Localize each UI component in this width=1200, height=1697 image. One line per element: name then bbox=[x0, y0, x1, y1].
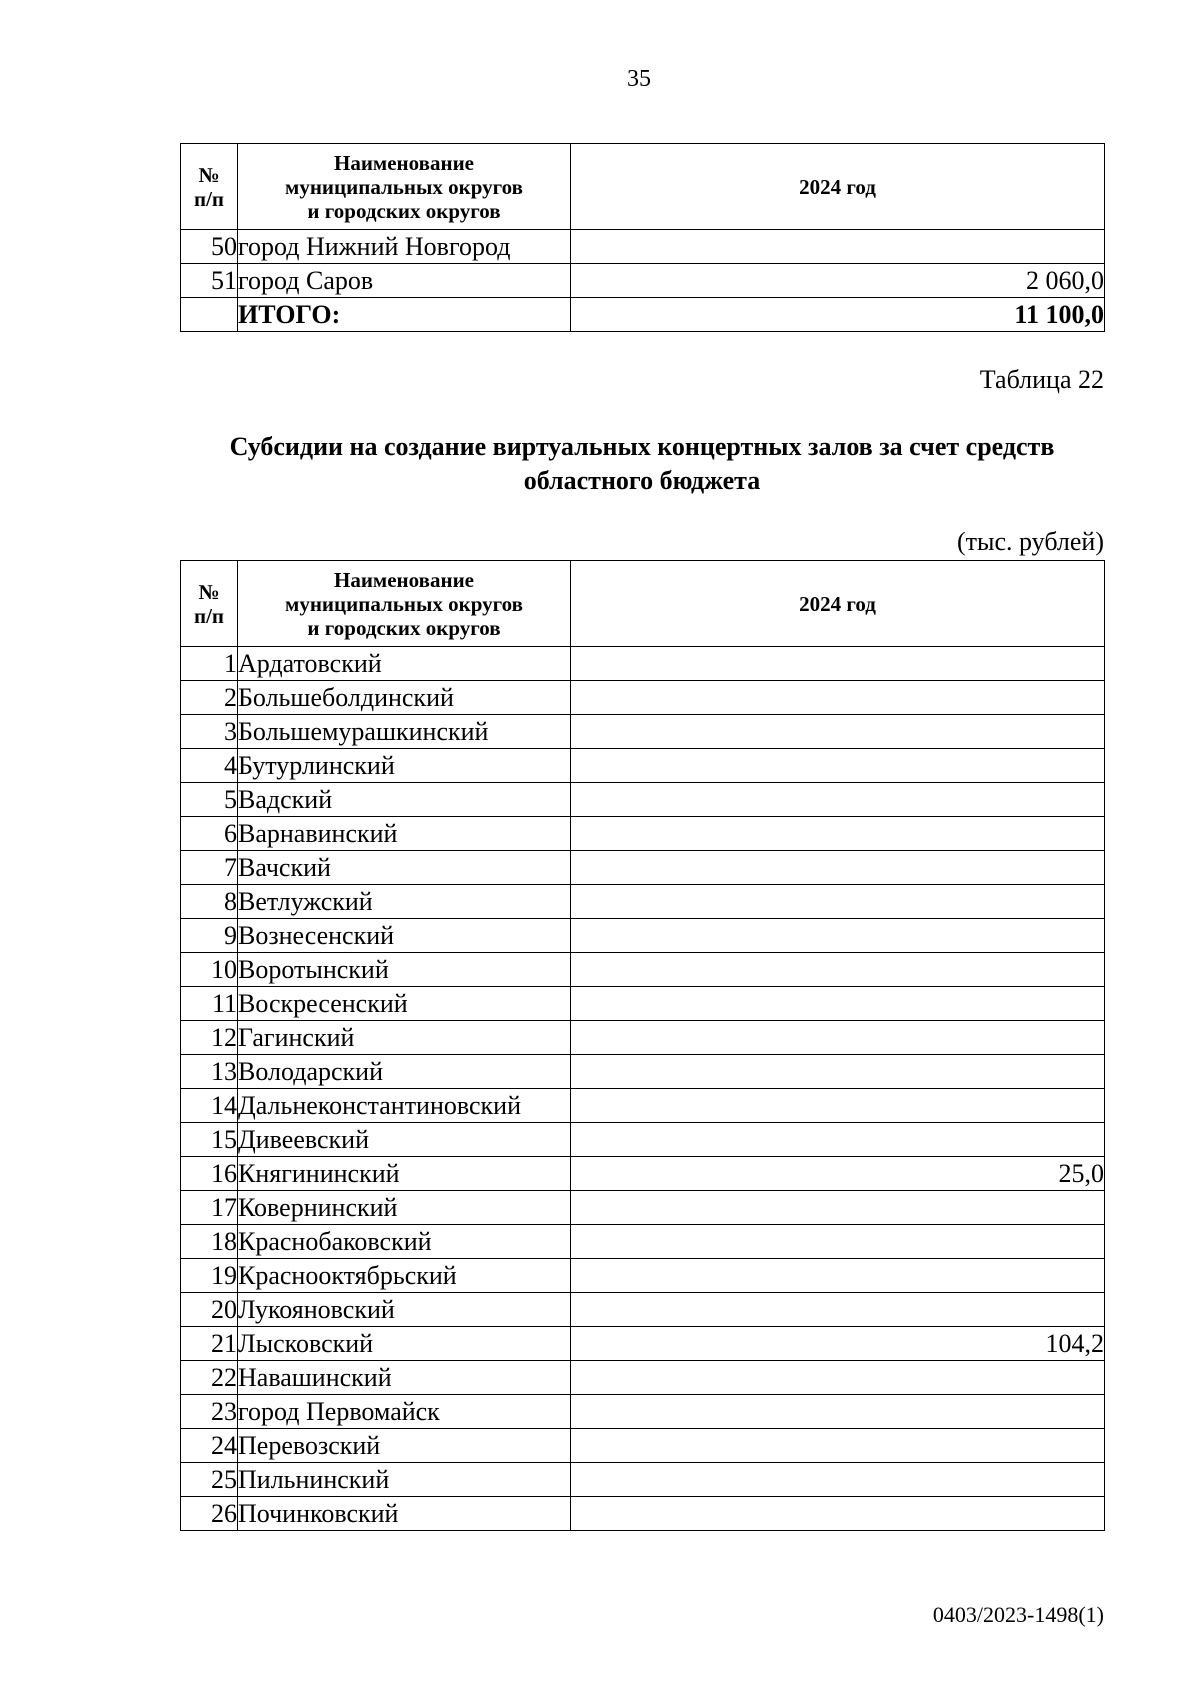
table-row bbox=[181, 1089, 1105, 1123]
row-value bbox=[571, 885, 1105, 919]
row-name: Большеболдинский bbox=[238, 681, 571, 715]
table-row bbox=[181, 647, 1105, 681]
row-name: Краснооктябрьский bbox=[238, 1259, 571, 1293]
row-number: 10 bbox=[181, 953, 238, 987]
row-number: 4 bbox=[181, 749, 238, 783]
row-number: 8 bbox=[181, 885, 238, 919]
row-value bbox=[571, 987, 1105, 1021]
row-name: Починковский bbox=[238, 1497, 571, 1531]
row-value bbox=[571, 953, 1105, 987]
table-row bbox=[181, 1429, 1105, 1463]
row-number: 15 bbox=[181, 1123, 238, 1157]
row-name: Воротынский bbox=[238, 953, 571, 987]
row-name: Ветлужский bbox=[238, 885, 571, 919]
row-value bbox=[571, 851, 1105, 885]
table-row bbox=[181, 1463, 1105, 1497]
row-number: 21 bbox=[181, 1327, 238, 1361]
table-row bbox=[181, 264, 1105, 298]
row-number: 50 bbox=[181, 230, 238, 264]
row-value bbox=[571, 715, 1105, 749]
document-code: 0403/2023-1498(1) bbox=[932, 1602, 1104, 1627]
row-number: 2 bbox=[181, 681, 238, 715]
header-number: № п/п bbox=[181, 561, 238, 647]
row-value bbox=[571, 230, 1105, 264]
row-value bbox=[571, 1089, 1105, 1123]
table-row bbox=[181, 715, 1105, 749]
row-name: Княгининский bbox=[238, 1157, 571, 1191]
row-number: 5 bbox=[181, 783, 238, 817]
row-number: 25 bbox=[181, 1463, 238, 1497]
row-value bbox=[571, 783, 1105, 817]
table-row bbox=[181, 1293, 1105, 1327]
row-name: Вачский bbox=[238, 851, 571, 885]
table-row bbox=[181, 817, 1105, 851]
table-label: Таблица 22 bbox=[979, 365, 1104, 394]
table-row bbox=[181, 783, 1105, 817]
row-value bbox=[571, 1361, 1105, 1395]
table-row bbox=[181, 1191, 1105, 1225]
header-number: № п/п bbox=[181, 144, 238, 230]
row-number: 20 bbox=[181, 1293, 238, 1327]
row-name: Дальнеконстантиновский bbox=[238, 1089, 571, 1123]
table-header-row bbox=[181, 144, 1105, 230]
row-number: 24 bbox=[181, 1429, 238, 1463]
row-number: 3 bbox=[181, 715, 238, 749]
row-name: Краснобаковский bbox=[238, 1225, 571, 1259]
row-name: город Нижний Новгород bbox=[238, 230, 571, 264]
row-value bbox=[571, 681, 1105, 715]
total-value: 11 100,0 bbox=[571, 298, 1105, 332]
row-value: 104,2 bbox=[571, 1327, 1105, 1361]
row-value bbox=[571, 1497, 1105, 1531]
units-note: (тыс. рублей) bbox=[956, 527, 1104, 556]
table-row bbox=[181, 230, 1105, 264]
header-name: Наименование муниципальных округов и городских округов bbox=[238, 561, 571, 647]
row-name: Лысковский bbox=[238, 1327, 571, 1361]
row-name: Вадский bbox=[238, 783, 571, 817]
page-number: 35 bbox=[627, 66, 651, 92]
table-row bbox=[181, 919, 1105, 953]
row-number: 26 bbox=[181, 1497, 238, 1531]
row-value bbox=[571, 1225, 1105, 1259]
row-value bbox=[571, 1191, 1105, 1225]
section-title: Субсидии на создание виртуальных концертных залов за счет средств областного бюджета bbox=[229, 432, 1055, 495]
row-value bbox=[571, 647, 1105, 681]
table-row bbox=[181, 1361, 1105, 1395]
table-row bbox=[181, 1123, 1105, 1157]
row-value bbox=[571, 1463, 1105, 1497]
table-continuation bbox=[180, 143, 1105, 332]
row-number: 13 bbox=[181, 1055, 238, 1089]
table-row bbox=[181, 1327, 1105, 1361]
row-number: 51 bbox=[181, 264, 238, 298]
row-value bbox=[571, 1021, 1105, 1055]
table-main bbox=[180, 560, 1105, 1531]
row-value: 2 060,0 bbox=[571, 264, 1105, 298]
row-value bbox=[571, 1055, 1105, 1089]
row-name: Володарский bbox=[238, 1055, 571, 1089]
table-row bbox=[181, 851, 1105, 885]
table-header-row bbox=[181, 561, 1105, 647]
row-number: 17 bbox=[181, 1191, 238, 1225]
row-name: город Первомайск bbox=[238, 1395, 571, 1429]
row-number: 9 bbox=[181, 919, 238, 953]
row-number: 14 bbox=[181, 1089, 238, 1123]
row-number: 11 bbox=[181, 987, 238, 1021]
table-row bbox=[181, 1021, 1105, 1055]
row-name: город Саров bbox=[238, 264, 571, 298]
table-row bbox=[181, 749, 1105, 783]
row-name: Воскресенский bbox=[238, 987, 571, 1021]
row-number: 6 bbox=[181, 817, 238, 851]
row-number: 23 bbox=[181, 1395, 238, 1429]
table-row bbox=[181, 1225, 1105, 1259]
row-name: Ковернинский bbox=[238, 1191, 571, 1225]
header-name: Наименование муниципальных округов и городских округов bbox=[238, 144, 571, 230]
row-value bbox=[571, 919, 1105, 953]
header-year: 2024 год bbox=[571, 561, 1105, 647]
table-row bbox=[181, 1395, 1105, 1429]
row-number: 12 bbox=[181, 1021, 238, 1055]
row-number: 16 bbox=[181, 1157, 238, 1191]
row-value bbox=[571, 817, 1105, 851]
row-name: Перевозский bbox=[238, 1429, 571, 1463]
row-value bbox=[571, 1293, 1105, 1327]
total-label: ИТОГО: bbox=[238, 298, 571, 332]
row-number: 19 bbox=[181, 1259, 238, 1293]
table-row bbox=[181, 953, 1105, 987]
table-row bbox=[181, 1157, 1105, 1191]
row-number: 22 bbox=[181, 1361, 238, 1395]
row-name: Ардатовский bbox=[238, 647, 571, 681]
row-name: Вознесенский bbox=[238, 919, 571, 953]
row-number: 7 bbox=[181, 851, 238, 885]
row-value bbox=[571, 1395, 1105, 1429]
table-row bbox=[181, 885, 1105, 919]
row-value: 25,0 bbox=[571, 1157, 1105, 1191]
table-row bbox=[181, 1055, 1105, 1089]
table-row bbox=[181, 1259, 1105, 1293]
row-name: Навашинский bbox=[238, 1361, 571, 1395]
row-value bbox=[571, 749, 1105, 783]
row-value bbox=[571, 1123, 1105, 1157]
total-number-cell bbox=[181, 298, 238, 332]
total-row bbox=[181, 298, 1105, 332]
row-name: Дивеевский bbox=[238, 1123, 571, 1157]
row-name: Большемурашкинский bbox=[238, 715, 571, 749]
row-name: Гагинский bbox=[238, 1021, 571, 1055]
row-value bbox=[571, 1259, 1105, 1293]
header-year: 2024 год bbox=[571, 144, 1105, 230]
row-number: 1 bbox=[181, 647, 238, 681]
row-name: Лукояновский bbox=[238, 1293, 571, 1327]
table-row bbox=[181, 987, 1105, 1021]
row-name: Варнавинский bbox=[238, 817, 571, 851]
row-value bbox=[571, 1429, 1105, 1463]
row-number: 18 bbox=[181, 1225, 238, 1259]
table-row bbox=[181, 681, 1105, 715]
table-row bbox=[181, 1497, 1105, 1531]
row-name: Бутурлинский bbox=[238, 749, 571, 783]
row-name: Пильнинский bbox=[238, 1463, 571, 1497]
